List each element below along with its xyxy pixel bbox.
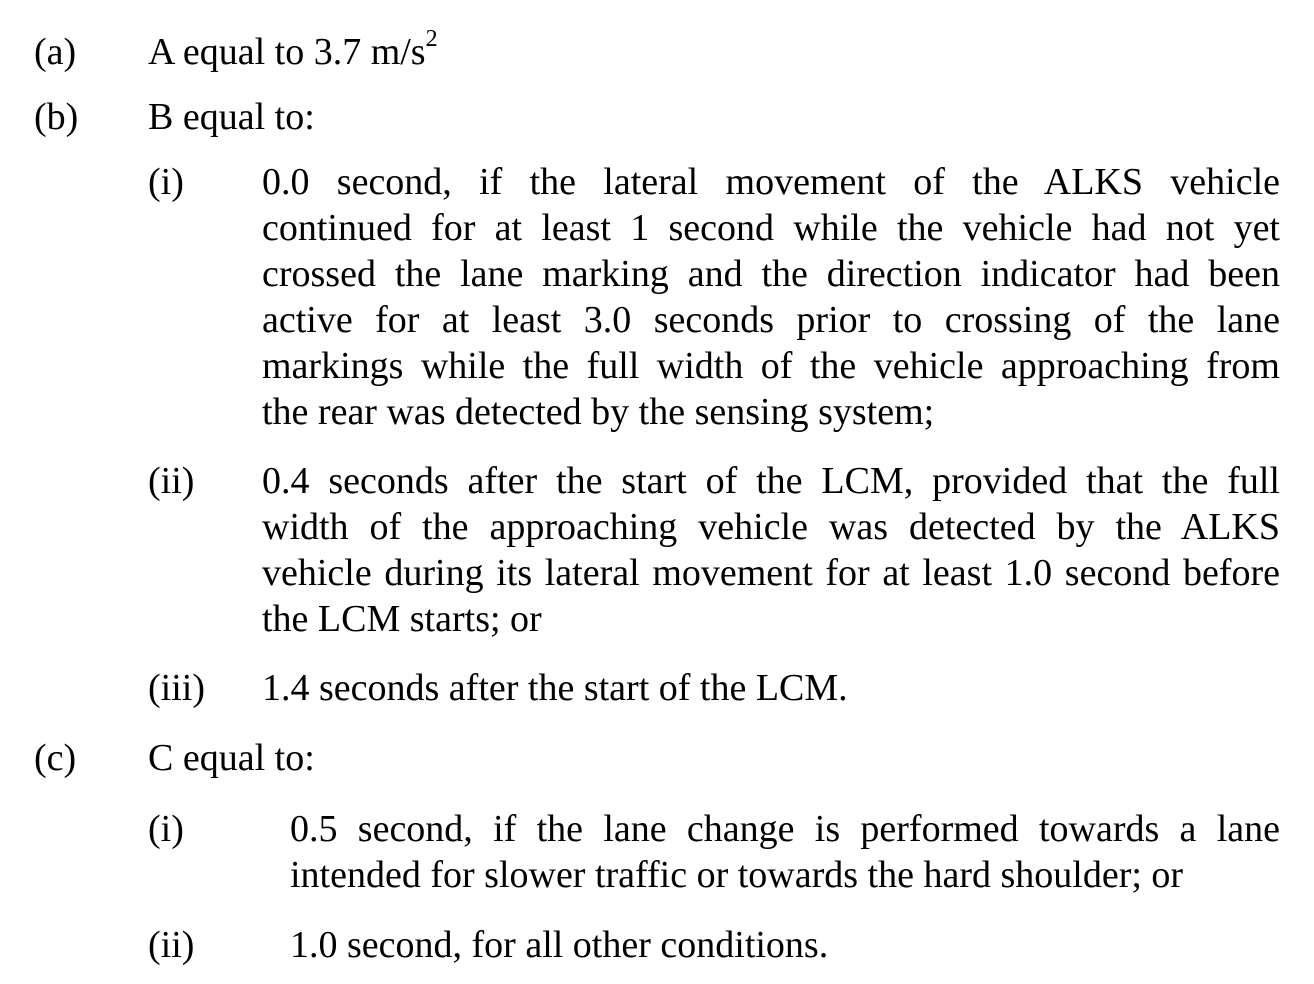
item-b-ii-label: (ii) (148, 460, 195, 502)
item-a-label: (a) (34, 31, 77, 73)
item-b-i-label: (i) (148, 161, 184, 203)
item-b-i-line: the rear was detected by the sensing system; (262, 391, 935, 433)
item-b-i-line: continued for at least 1 second while the vehicle had not yet (262, 207, 1280, 249)
item-b-ii-line: width of the approaching vehicle was detected by the ALKS (262, 506, 1280, 548)
item-b-iii-label: (iii) (148, 667, 205, 709)
item-b-i-paragraph (262, 159, 1280, 435)
item-b-i-line: active for at least 3.0 seconds prior to crossing of the lane (262, 299, 1280, 341)
item-b-label: (b) (34, 96, 79, 138)
item-c-ii-label: (ii) (148, 924, 195, 966)
item-c-label: (c) (34, 737, 77, 779)
item-b-iii-text: 1.4 seconds after the start of the LCM. (262, 667, 848, 709)
item-c-i-line: intended for slower traffic or towards the hard shoulder; or (290, 854, 1184, 896)
item-b-ii-line: the LCM starts; or (262, 598, 542, 640)
item-a-superscript: 2 (425, 26, 438, 53)
item-c-ii-text: 1.0 second, for all other conditions. (290, 924, 829, 966)
item-c-i-line: 0.5 second, if the lane change is performed towards a lane (290, 808, 1280, 850)
item-b-ii-paragraph (262, 458, 1280, 642)
item-c-i-paragraph (290, 806, 1280, 898)
item-b-ii-line: vehicle during its lateral movement for at least 1.0 second before (262, 552, 1280, 594)
item-a-text (148, 26, 438, 75)
item-b-text: B equal to: (148, 96, 315, 138)
item-c-i-label: (i) (148, 808, 184, 850)
item-b-i-line: crossed the lane marking and the direction indicator had been (262, 253, 1280, 295)
item-b-i-line: markings while the full width of the vehicle approaching from (262, 345, 1280, 387)
item-b-i-line: 0.0 second, if the lateral movement of the ALKS vehicle (262, 161, 1280, 203)
item-b-ii-line: 0.4 seconds after the start of the LCM, provided that the full (262, 460, 1280, 502)
item-c-text: C equal to: (148, 737, 315, 779)
item-a-text-main: A equal to 3.7 m/s (148, 31, 426, 73)
